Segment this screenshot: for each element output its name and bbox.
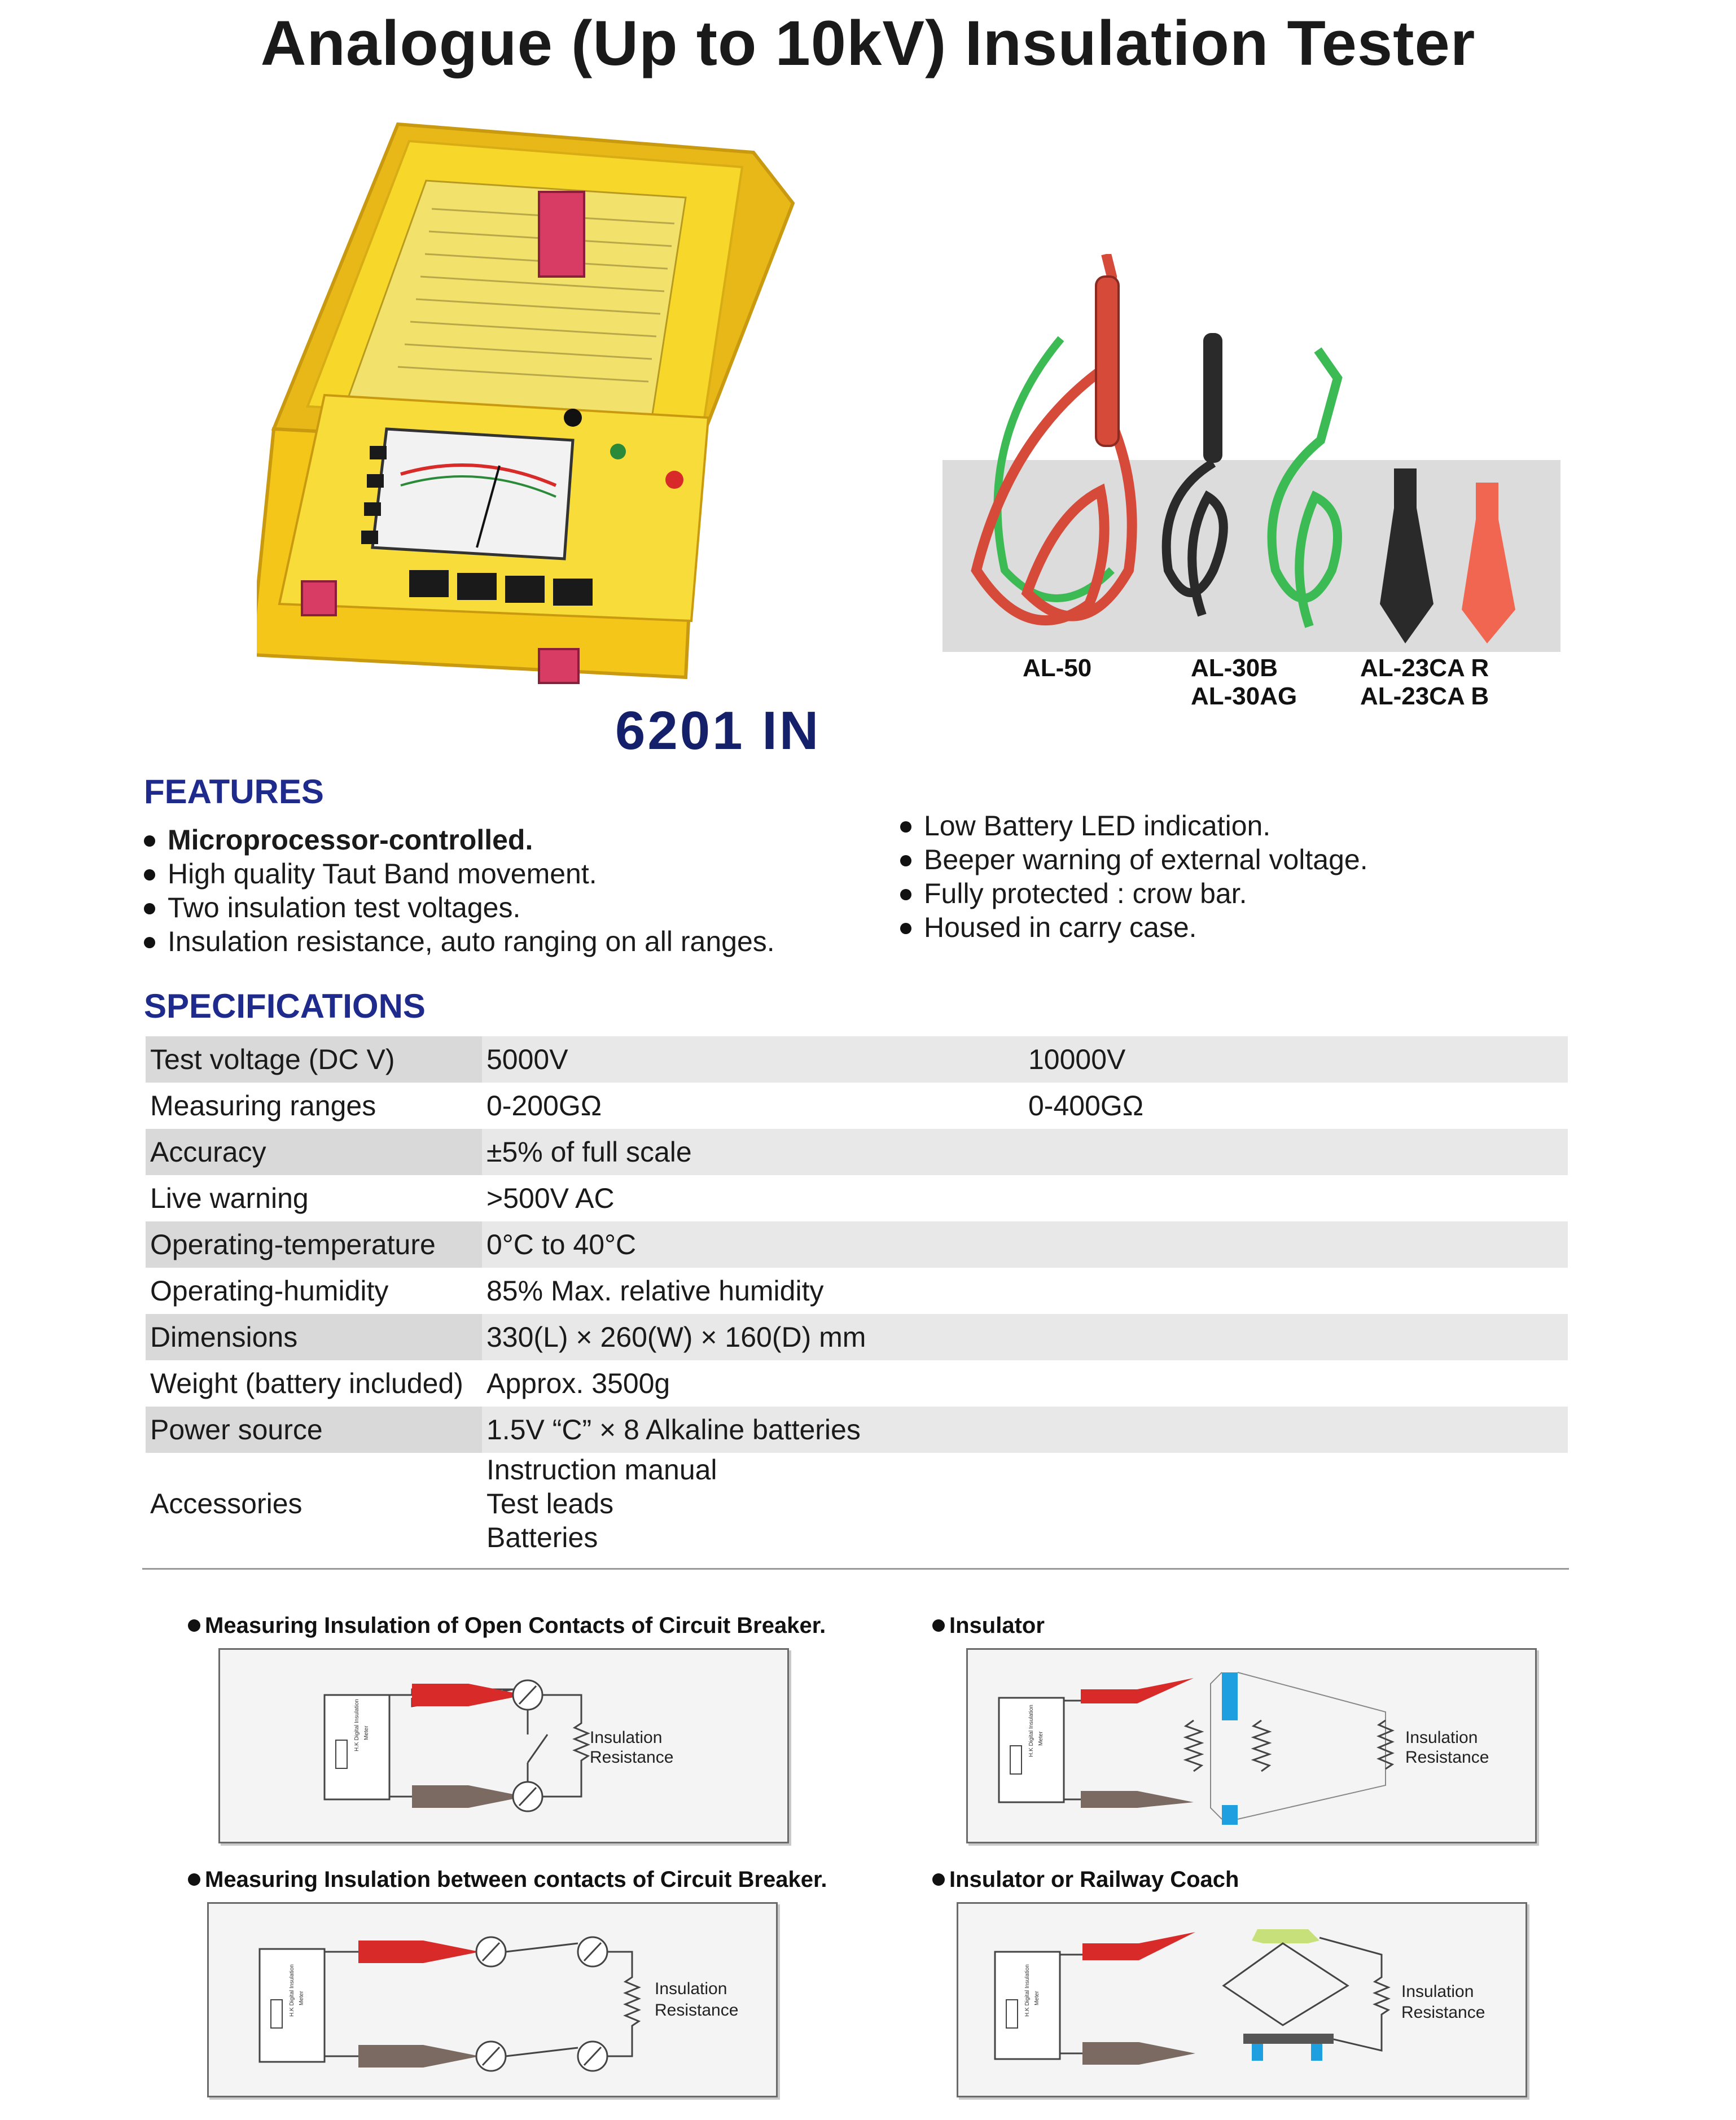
spec-value-2 xyxy=(1024,1221,1568,1268)
spec-label: Power source xyxy=(146,1407,482,1453)
spec-value: 0°C to 40°C xyxy=(482,1221,1024,1268)
spec-value-2 xyxy=(1024,1407,1568,1453)
meter-text-2: Meter xyxy=(1038,1731,1044,1746)
ir-label: Resistance xyxy=(655,2001,739,2020)
meter-text: H.K Digital Insulation xyxy=(1028,1705,1034,1757)
spec-value-2: 10000V xyxy=(1024,1036,1568,1083)
meter-text: H.K Digital Insulation xyxy=(289,1964,295,2017)
spec-row xyxy=(146,1314,1568,1360)
spec-row xyxy=(146,1036,1568,1083)
accessory-label-al50: AL-50 xyxy=(1023,654,1092,682)
spec-value: Approx. 3500g xyxy=(486,1368,670,1399)
spec-value: 5000V xyxy=(482,1036,1024,1083)
spec-value: 0-200GΩ xyxy=(486,1090,602,1122)
spec-label: Accuracy xyxy=(146,1129,482,1175)
spec-value-2 xyxy=(1024,1314,1568,1360)
diagram-between-contacts xyxy=(207,1902,778,2097)
ir-label: Resistance xyxy=(1405,1748,1489,1767)
diagram-caption-railway-coach: Insulator or Railway Coach xyxy=(932,1867,1239,1893)
spec-label: Dimensions xyxy=(146,1314,482,1360)
diagram-open-contacts xyxy=(218,1648,789,1843)
page-title: Analogue (Up to 10kV) Insulation Tester xyxy=(260,8,1476,78)
spec-value-2: 0-400GΩ xyxy=(1028,1090,1144,1122)
spec-value: ±5% of full scale xyxy=(482,1129,1024,1175)
spec-value-2 xyxy=(1024,1268,1568,1314)
tester-case-illustration xyxy=(257,113,799,689)
accessory-label-al30ag: AL-30AG xyxy=(1191,682,1297,710)
spec-label: Operating-humidity xyxy=(150,1275,389,1307)
spec-row xyxy=(146,1360,1568,1407)
spec-row xyxy=(146,1175,1568,1221)
feature-item: Insulation resistance, auto ranging on all ranges. xyxy=(144,925,775,958)
meter-text-2: Meter xyxy=(299,1991,305,2005)
test-leads-illustration xyxy=(942,254,1563,655)
spec-label: Accessories xyxy=(150,1488,303,1519)
spec-row xyxy=(146,1221,1568,1268)
meter-text-2: Meter xyxy=(1034,1991,1040,2005)
ir-label: Insulation xyxy=(1405,1728,1478,1747)
spec-value-2 xyxy=(1024,1360,1568,1407)
model-name: 6201 IN xyxy=(615,700,821,761)
spec-row-accessories xyxy=(146,1453,1568,1554)
diagram-caption-open-contacts: Measuring Insulation of Open Contacts of Circuit Breaker. xyxy=(188,1613,826,1639)
feature-item: Two insulation test voltages. xyxy=(144,891,775,925)
meter-text-2: Meter xyxy=(363,1725,370,1740)
ir-label: Insulation xyxy=(1401,1982,1474,2001)
accessory-label-al23cab: AL-23CA B xyxy=(1360,682,1489,710)
feature-item: Low Battery LED indication. xyxy=(900,809,1368,843)
ir-label: Resistance xyxy=(590,1748,674,1767)
spec-row xyxy=(146,1268,1568,1314)
meter-text: H.K Digital Insulation xyxy=(354,1699,360,1751)
accessory-label-al30b: AL-30B xyxy=(1191,654,1278,682)
spec-value: 1.5V “C” × 8 Alkaline batteries xyxy=(482,1407,1024,1453)
table-bottom-rule xyxy=(142,1568,1569,1570)
spec-row xyxy=(146,1129,1568,1175)
spec-value: 85% Max. relative humidity xyxy=(486,1275,824,1307)
spec-row xyxy=(146,1407,1568,1453)
features-list-left xyxy=(144,823,775,958)
meter-text: H.K Digital Insulation xyxy=(1024,1964,1031,2017)
spec-label: Operating-temperature xyxy=(146,1221,482,1268)
feature-item: Fully protected : crow bar. xyxy=(900,877,1368,910)
diagram-insulator xyxy=(966,1648,1537,1843)
spec-label: Measuring ranges xyxy=(150,1090,376,1122)
features-list-right xyxy=(900,809,1368,944)
spec-value-accessories xyxy=(482,1453,1024,1554)
spec-label: Weight (battery included) xyxy=(150,1368,463,1399)
spec-value: 330(L) × 260(W) × 160(D) mm xyxy=(482,1314,1024,1360)
diagram-railway-coach xyxy=(957,1902,1527,2097)
features-heading: FEATURES xyxy=(144,773,324,811)
spec-label: Live warning xyxy=(150,1182,309,1214)
diagram-caption-between-contacts: Measuring Insulation between contacts of Circuit Breaker. xyxy=(188,1867,827,1893)
spec-value: >500V AC xyxy=(486,1182,615,1214)
specifications-table xyxy=(146,1036,1568,1554)
diagram-caption-insulator: Insulator xyxy=(932,1613,1045,1639)
accessory-item: Test leads xyxy=(486,1488,614,1519)
feature-item: Microprocessor-controlled. xyxy=(144,823,775,857)
spec-label: Test voltage (DC V) xyxy=(146,1036,482,1083)
accessory-item: Instruction manual xyxy=(486,1454,717,1486)
ir-label: Insulation xyxy=(655,1979,727,1998)
spec-row xyxy=(146,1083,1568,1129)
accessory-label-al23car: AL-23CA R xyxy=(1360,654,1489,682)
ir-label: Insulation xyxy=(590,1728,663,1747)
specifications-heading: SPECIFICATIONS xyxy=(144,987,426,1025)
feature-item: Beeper warning of external voltage. xyxy=(900,843,1368,877)
ir-label: Resistance xyxy=(1401,2003,1485,2022)
feature-item: Housed in carry case. xyxy=(900,910,1368,944)
spec-value-2 xyxy=(1024,1175,1568,1221)
accessory-item: Batteries xyxy=(486,1522,598,1553)
spec-value-2 xyxy=(1024,1129,1568,1175)
feature-item: High quality Taut Band movement. xyxy=(144,857,775,891)
